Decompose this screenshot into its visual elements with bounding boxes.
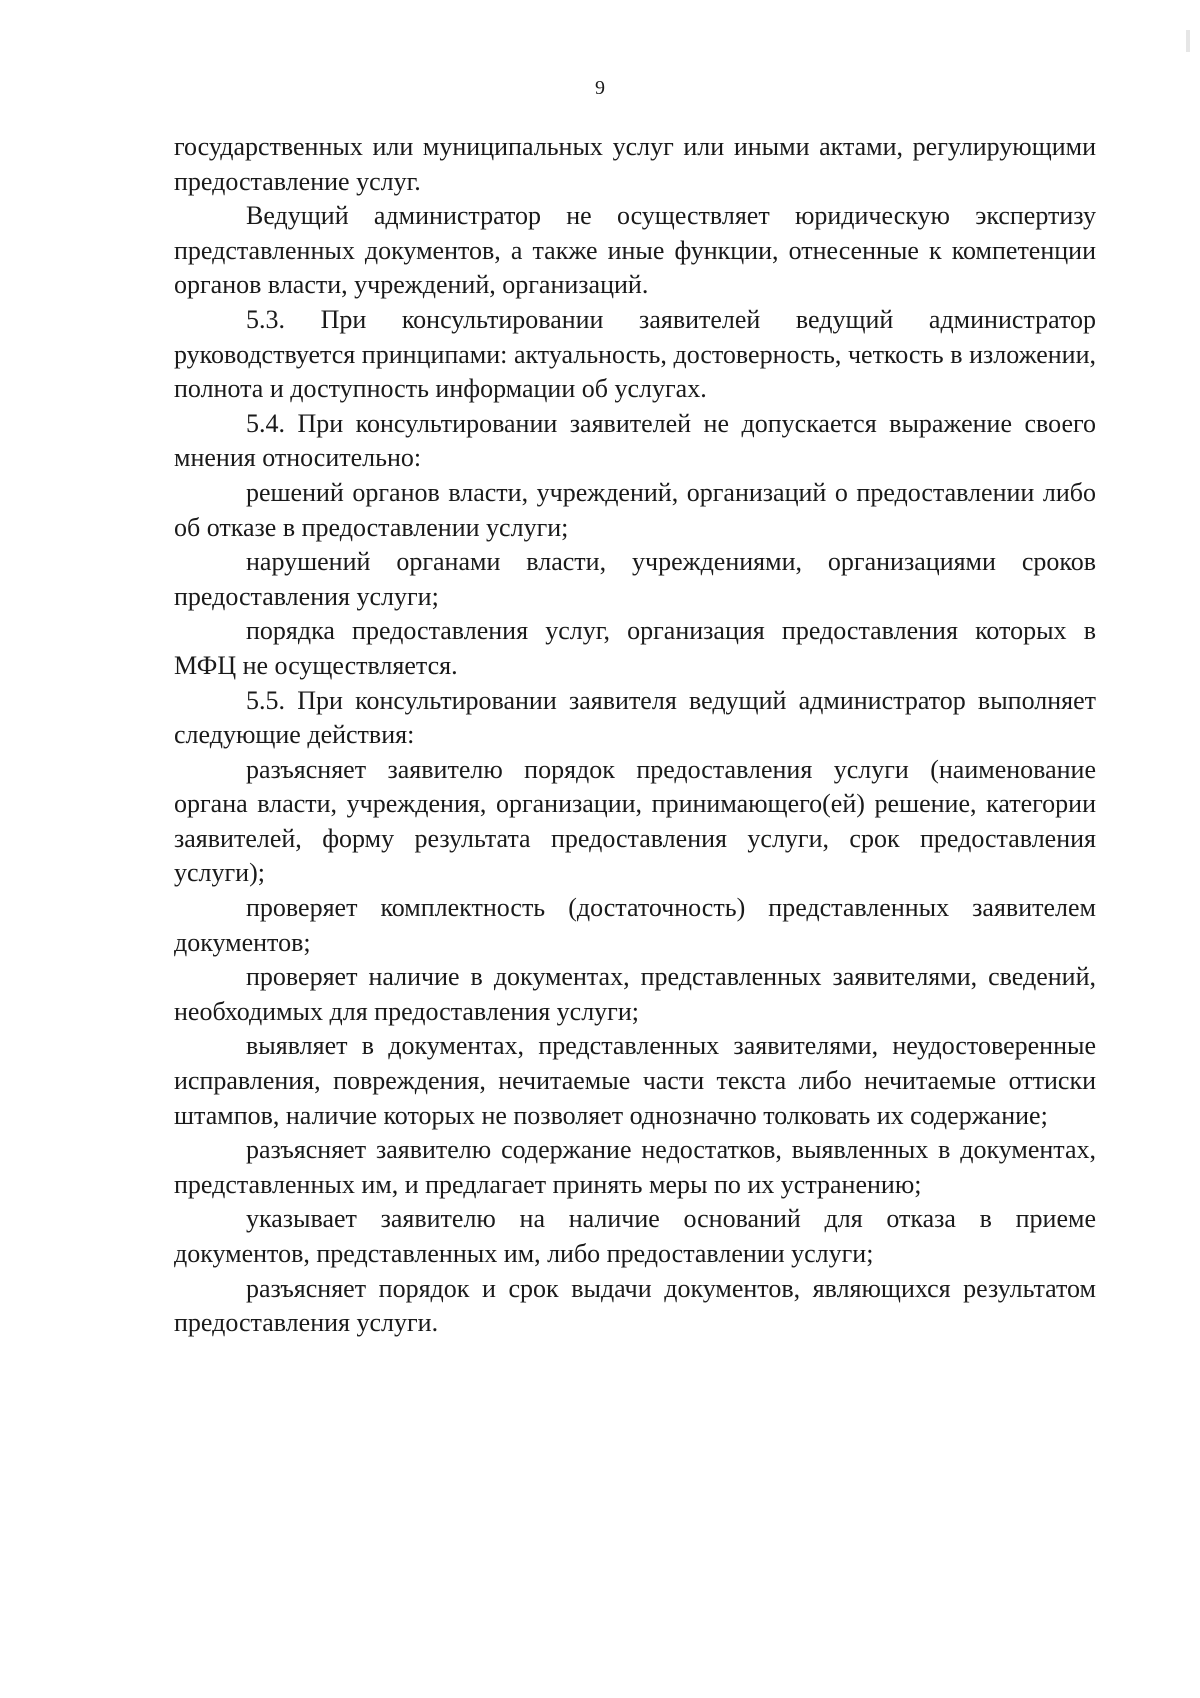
list-item-violations: нарушений органами власти, учреждениями, организациями сроков предоставления услуги; [174,547,1096,611]
list-item-issuance-procedure: разъясняет порядок и срок выдачи документов, являющихся результатом предоставления услуги. [174,1273,1096,1338]
page-number: 9 [595,77,605,99]
list-item-refusal-grounds: указывает заявителю на наличие оснований для отказа в приеме документов, представленных им, либо предоставлении услуги; [174,1204,1096,1268]
paragraph-continuation: государственных или муниципальных услуг или иными актами, регулирующими предоставление услуг. [174,132,1096,196]
scan-edge-mark [1186,30,1190,52]
list-item-checks-completeness: проверяет комплектность (достаточность) представленных заявителем документов; [174,893,1096,957]
list-item-decisions: решений органов власти, учреждений, организаций о предоставлении либо об отказе в предоставлении услуги; [174,477,1096,542]
document-body [174,130,1096,1341]
paragraph-5-3: 5.3. При консультировании заявителей ведущий администратор руководствуется принципами: актуальность, достоверность, четкость в изложении, полнота и доступность информации об услугах. [174,304,1096,404]
list-item-identifies-defects: выявляет в документах, представленных заявителями, неудостоверенные исправления, повреждения, нечитаемые части текста либо нечитаемые оттиски штампов, наличие которых не позволяет однозначно толковать их содержание; [174,1031,1096,1130]
list-item-procedure: порядка предоставления услуг, организация предоставления которых в МФЦ не осуществляется. [174,616,1096,680]
paragraph-expertise: Ведущий администратор не осуществляет юридическую экспертизу представленных документов, а также иные функции, отнесенные к компетенции органов власти, учреждений, организаций. [174,201,1096,300]
list-item-explains-procedure: разъясняет заявителю порядок предоставления услуги (наименование органа власти, учреждения, организации, принимающего(ей) решение, категории заявителей, форму результата предоставления услуги, срок предоставления услуги); [174,754,1096,888]
paragraph-5-4: 5.4. При консультировании заявителей не допускается выражение своего мнения относительно: [174,408,1096,473]
list-item-checks-information: проверяет наличие в документах, представленных заявителями, сведений, необходимых для предоставления услуги; [174,962,1096,1026]
paragraph-5-5: 5.5. При консультировании заявителя ведущий администратор выполняет следующие действия: [174,685,1096,750]
list-item-explains-shortcomings: разъясняет заявителю содержание недостатков, выявленных в документах, представленных им, и предлагает принять меры по их устранению; [174,1135,1096,1199]
